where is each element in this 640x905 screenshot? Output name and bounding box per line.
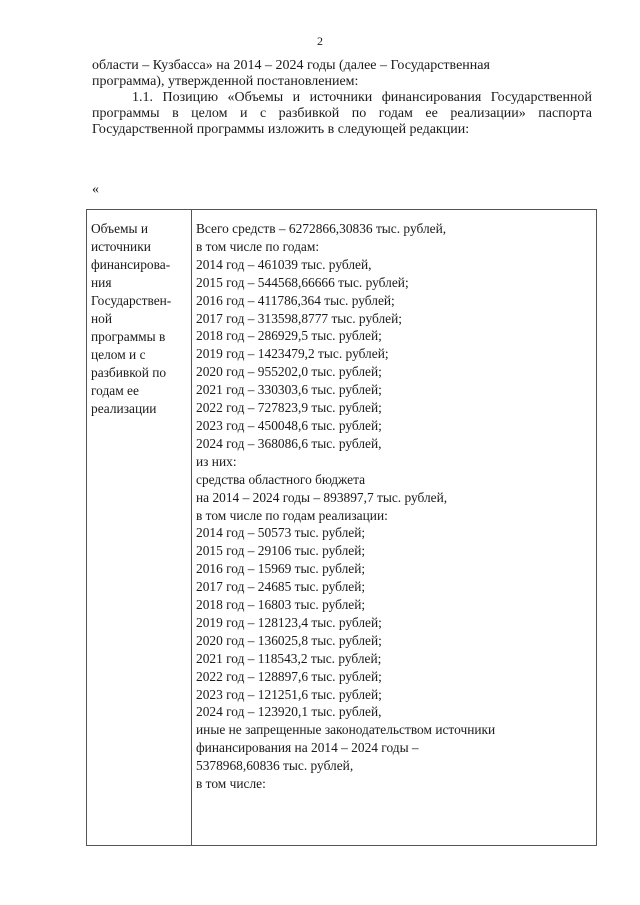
table-left-line: реализации — [91, 401, 157, 416]
table-left-line: Государствен- — [91, 293, 172, 308]
table-left-line: годам ее — [91, 383, 139, 398]
table-left-line: ния — [91, 275, 112, 290]
table-right-line: в том числе по годам реализации: — [196, 507, 388, 523]
table-right-line: на 2014 – 2024 годы – 893897,7 тыс. рублей, — [196, 489, 448, 505]
table-right-column — [196, 220, 592, 793]
table-right-line: 2020 год – 136025,8 тыс. рублей; — [196, 632, 382, 648]
table-right-line: 2016 год – 411786,364 тыс. рублей; — [196, 292, 395, 308]
table-left-line: финансирова- — [91, 257, 171, 272]
table-left-line: ной — [91, 311, 113, 326]
table-right-line: 2017 год – 313598,8777 тыс. рублей; — [196, 310, 402, 326]
page-number: 2 — [317, 34, 323, 48]
table-left-column — [91, 220, 189, 418]
table-left-line: Объемы и — [91, 221, 149, 236]
table-right-line: средства областного бюджета — [196, 471, 366, 487]
table-right-line: 2024 год – 368086,6 тыс. рублей, — [196, 435, 382, 451]
opening-quote: « — [92, 182, 99, 197]
table-right-line: иные не запрещенные законодательством источники — [196, 722, 496, 738]
intro-line-2: программа), утвержденной постановлением: — [92, 74, 359, 89]
table-right-line: 2019 год – 128123,4 тыс. рублей; — [196, 614, 382, 630]
table-right-line: 2018 год – 16803 тыс. рублей; — [196, 597, 366, 613]
passport-table — [86, 209, 597, 846]
table-right-line: из них: — [196, 453, 237, 469]
table-right-line: 2023 год – 450048,6 тыс. рублей; — [196, 417, 382, 433]
table-right-line: 2021 год – 330303,6 тыс. рублей; — [196, 382, 382, 398]
table-right-line: 2024 год – 123920,1 тыс. рублей, — [196, 704, 382, 720]
table-right-line: 2014 год – 50573 тыс. рублей; — [196, 525, 366, 541]
table-right-line: 2021 год – 118543,2 тыс. рублей; — [196, 650, 382, 666]
table-right-line: в том числе по годам: — [196, 238, 320, 254]
column-divider — [191, 210, 192, 845]
table-right-line: 2016 год – 15969 тыс. рублей; — [196, 561, 366, 577]
table-right-line: 5378968,60836 тыс. рублей, — [196, 758, 354, 774]
table-left-line: программы в — [91, 329, 166, 344]
table-right-line: 2023 год – 121251,6 тыс. рублей; — [196, 686, 382, 702]
intro-item-1-1: 1.1. Позицию «Объемы и источники финансирования Государственной программы в целом и с разбивкой по годам ее реализации» паспорта Государственной программы изложить в следующей редакции: — [92, 90, 592, 137]
table-right-line: 2018 год – 286929,5 тыс. рублей; — [196, 328, 382, 344]
table-right-line: Всего средств – 6272866,30836 тыс. рублей, — [196, 221, 447, 236]
table-right-line: 2014 год – 461039 тыс. рублей, — [196, 256, 372, 272]
table-left-line: целом и с — [91, 347, 146, 362]
table-right-line: 2017 год – 24685 тыс. рублей; — [196, 579, 366, 595]
table-left-line: источники — [91, 239, 151, 254]
table-right-line: 2022 год – 727823,9 тыс. рублей; — [196, 400, 382, 416]
table-right-line: финансирования на 2014 – 2024 годы – — [196, 740, 419, 756]
intro-line-1: области – Кузбасса» на 2014 – 2024 годы (далее – Государственная — [92, 58, 490, 73]
intro-text — [92, 58, 592, 138]
table-right-line: 2019 год – 1423479,2 тыс. рублей; — [196, 346, 389, 362]
table-left-line: разбивкой по — [91, 365, 167, 380]
table-right-line: 2020 год – 955202,0 тыс. рублей; — [196, 364, 382, 380]
table-right-line: 2015 год – 29106 тыс. рублей; — [196, 543, 366, 559]
table-right-line: 2022 год – 128897,6 тыс. рублей; — [196, 668, 382, 684]
table-right-line: в том числе: — [196, 776, 266, 792]
table-right-line: 2015 год – 544568,66666 тыс. рублей; — [196, 274, 409, 290]
